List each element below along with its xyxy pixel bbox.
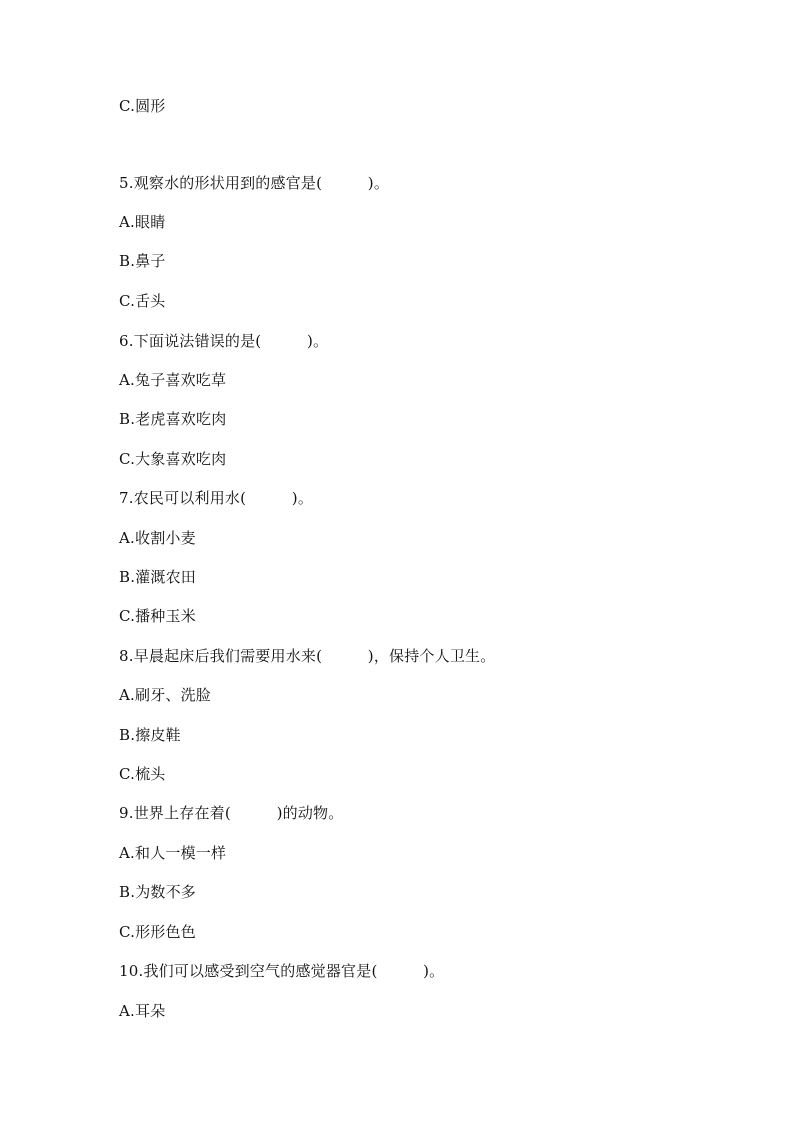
q8-question: 8.早晨起床后我们需要用水来( )，保持个人卫生。 [119, 647, 496, 665]
q7-option-a: A.收割小麦 [119, 529, 196, 547]
q8-option-b: B.擦皮鞋 [119, 726, 181, 744]
q9-option-b: B.为数不多 [119, 883, 196, 901]
q7-option-c: C.播种玉米 [119, 607, 196, 625]
q5-option-a: A.眼睛 [119, 213, 166, 231]
q5-option-b: B.鼻子 [119, 252, 166, 270]
q6-option-c: C.大象喜欢吃肉 [119, 450, 227, 468]
q6-question: 6.下面说法错误的是( )。 [119, 332, 329, 350]
q7-question: 7.农民可以利用水( )。 [119, 489, 314, 507]
q7-option-b: B.灌溉农田 [119, 568, 196, 586]
q10-question: 10.我们可以感受到空气的感觉器官是( )。 [119, 962, 445, 980]
q5-question: 5.观察水的形状用到的感官是( )。 [119, 174, 390, 192]
q9-question: 9.世界上存在着( )的动物。 [119, 804, 344, 822]
q9-option-c: C.形形色色 [119, 923, 196, 941]
q6-option-b: B.老虎喜欢吃肉 [119, 410, 227, 428]
q9-option-a: A.和人一模一样 [119, 844, 227, 862]
q5-option-c: C.舌头 [119, 292, 166, 310]
q6-option-a: A.兔子喜欢吃草 [119, 371, 227, 389]
q10-option-a: A.耳朵 [119, 1002, 166, 1020]
q4-option-c: C.圆形 [119, 97, 166, 115]
q8-option-c: C.梳头 [119, 765, 166, 783]
q8-option-a: A.刷牙、洗脸 [119, 686, 212, 704]
